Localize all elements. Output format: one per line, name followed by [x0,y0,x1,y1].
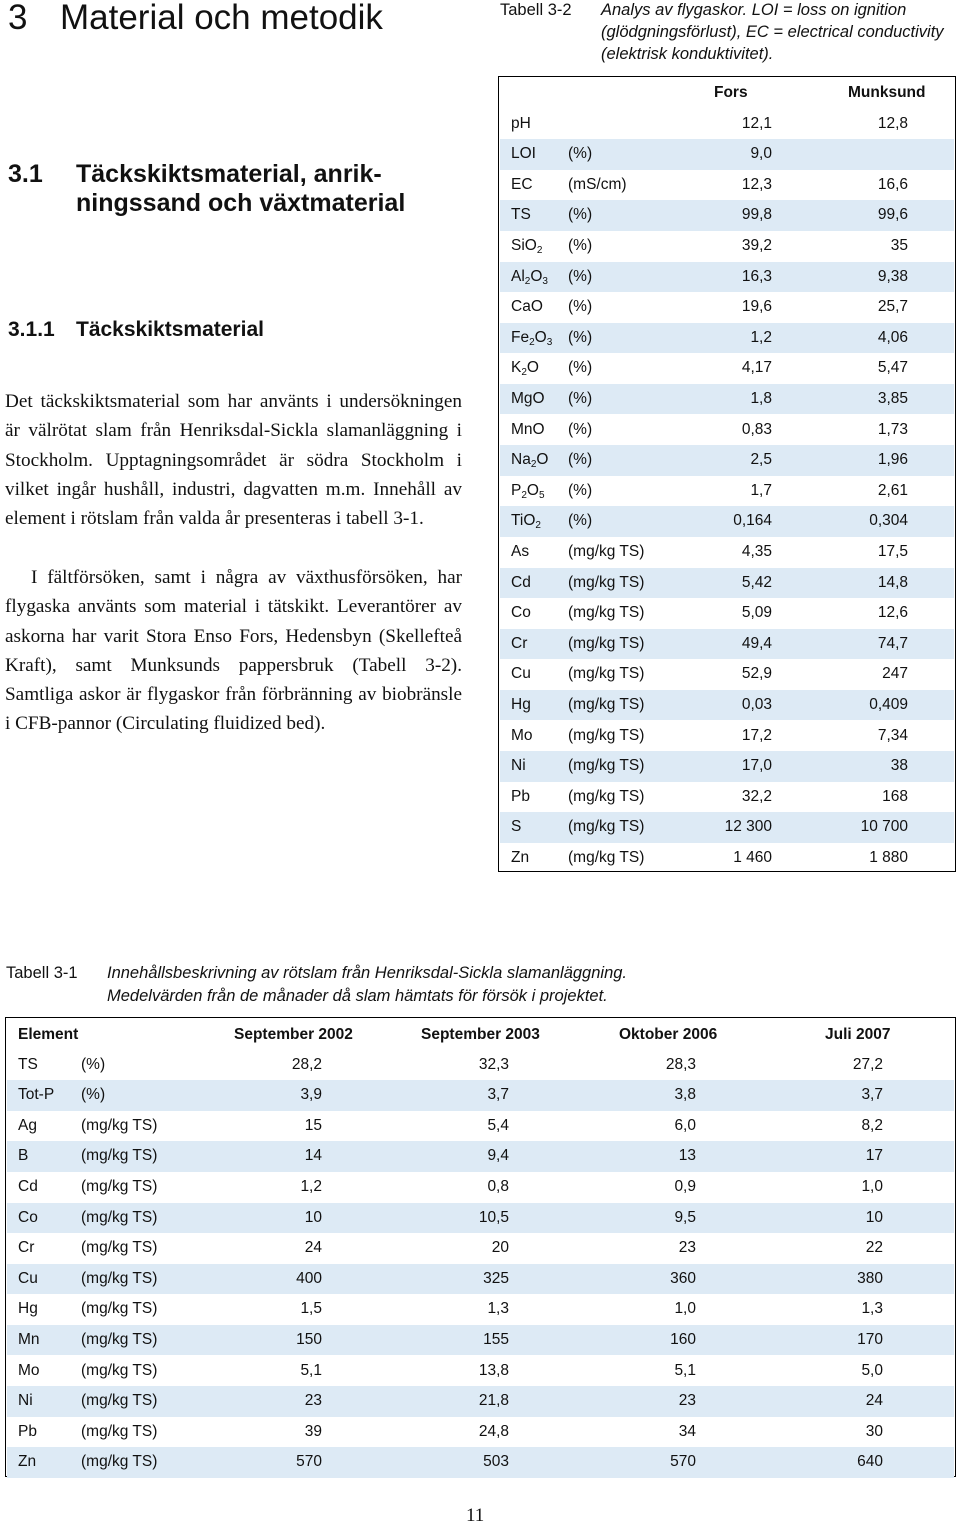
element-cell: Pb [18,1422,37,1440]
munksund-value-cell: 25,7 [877,298,908,316]
element-cell: S [511,818,522,836]
table-row [500,690,954,721]
munksund-value-cell: 0,409 [869,695,908,713]
element-cell: Hg [18,1300,38,1318]
unit-cell: (%) [568,359,593,377]
value-cell: 13,8 [478,1361,509,1379]
fors-value-cell: 2,5 [750,451,772,469]
table-row [500,782,954,813]
table-3-1-caption-line-1: Innehållsbeskrivning av rötslam från Henriksdal-Sickla slamanläggning. [107,964,627,982]
munksund-value-cell: 17,5 [877,542,908,560]
value-cell: 400 [296,1269,322,1287]
value-cell: 1,3 [861,1300,883,1318]
value-cell: 24 [304,1239,322,1257]
element-cell: B [18,1147,29,1165]
value-cell: 13 [678,1147,696,1165]
value-cell: 570 [670,1453,696,1471]
table-row [500,629,954,660]
table-row [500,170,954,201]
fors-value-cell: 32,2 [741,787,772,805]
unit-cell: (mg/kg TS) [81,1269,158,1287]
unit-cell: (mg/kg TS) [81,1330,158,1348]
section-title: Täckskiktsmaterial, anrik-ningssand och växtmaterial [76,160,406,217]
element-cell: Ni [18,1392,33,1410]
munksund-value-cell: 10 700 [860,818,908,836]
munksund-value-cell: 7,34 [877,726,908,744]
unit-cell: (%) [568,481,593,499]
chapter-title: Material och metodik [60,0,383,37]
table-3-1-header-jul-2007: Juli 2007 [825,1026,891,1043]
table-3-2-label: Tabell 3-2 [500,1,572,19]
value-cell: 23 [678,1239,696,1257]
table-row [500,843,954,874]
chapter-number: 3 [8,0,28,37]
fors-value-cell: 39,2 [741,236,772,254]
value-cell: 155 [483,1330,509,1348]
value-cell: 6,0 [674,1116,696,1134]
value-cell: 360 [670,1269,696,1287]
table-row [500,506,954,537]
table-row [7,1386,954,1417]
unit-cell: (mg/kg TS) [81,1239,158,1257]
munksund-value-cell: 14,8 [877,573,908,591]
munksund-value-cell: 1 880 [869,848,908,866]
table-row [500,659,954,690]
value-cell: 0,8 [487,1177,509,1195]
unit-cell: (mg/kg TS) [568,542,645,560]
unit-cell: (mg/kg TS) [568,787,645,805]
value-cell: 170 [857,1330,883,1348]
value-cell: 325 [483,1269,509,1287]
unit-cell: (mg/kg TS) [568,848,645,866]
unit-cell: (%) [568,298,593,316]
body-paragraph: Det täckskiktsmaterial som har använts i undersökningen är välrötat slam från Henriksdal-Sickla slamanläggning i Stockholm. Upptagningsområdet är södra Stockholm i vilket ingår hushåll, industri, dagvatten m.m. Innehåll av element i rötslam från valda år presenteras i tabell 3-1. [5,391,462,530]
table-row [500,139,954,170]
munksund-value-cell: 1,96 [877,451,908,469]
table-3-2-header-row [500,78,954,108]
element-cell: LOI [511,145,536,163]
table-3-1-caption-line-2: Medelvärden från de månader då slam hämtats för försök i projektet. [107,987,608,1005]
table-row [500,384,954,415]
munksund-value-cell: 3,85 [877,389,908,407]
table-3-1 [5,1017,956,1477]
table-3-1-header-element: Element [18,1026,79,1043]
table-3-2 [498,76,956,872]
value-cell: 5,1 [674,1361,696,1379]
fors-value-cell: 1,8 [750,389,772,407]
table-row [7,1325,954,1356]
subscript: 2 [521,367,527,379]
element-cell: SiO$_2$ [511,236,543,256]
value-cell: 9,4 [487,1147,509,1165]
munksund-value-cell: 168 [882,787,908,805]
element-cell: Zn [511,848,530,866]
value-cell: 23 [304,1392,322,1410]
table-row [500,109,954,140]
table-row [7,1080,954,1111]
value-cell: 39 [304,1422,322,1440]
value-cell: 5,0 [861,1361,883,1379]
table-row [7,1172,954,1203]
element-cell: Cd [511,573,531,591]
fors-value-cell: 1,7 [750,481,772,499]
value-cell: 10,5 [478,1208,509,1226]
fors-value-cell: 19,6 [741,298,772,316]
element-cell: MgO [511,389,545,407]
element-cell: Cd [18,1177,38,1195]
value-cell: 22 [865,1239,883,1257]
element-cell: $Na_2O$ [511,451,549,471]
element-cell: Ag [18,1116,37,1134]
element-cell: Pb [511,787,530,805]
element-cell: Cu [511,665,531,683]
value-cell: 1,2 [300,1177,322,1195]
unit-cell: (mg/kg TS) [81,1361,158,1379]
unit-cell: (mg/kg TS) [568,665,645,683]
table-3-1-header-sep-2002: September 2002 [234,1026,353,1043]
subscript: 2 [536,244,543,256]
value-cell: 20 [491,1239,509,1257]
value-cell: 1,3 [487,1300,509,1318]
subsection-title: Täckskiktsmaterial [76,318,264,341]
unit-cell: (%) [568,451,593,469]
value-cell: 14 [304,1147,322,1165]
value-cell: 640 [857,1453,883,1471]
fors-value-cell: 12 300 [724,818,772,836]
fors-value-cell: 16,3 [741,267,772,285]
table-row [7,1111,954,1142]
element-cell: Mn [18,1330,40,1348]
unit-cell: (%) [568,389,593,407]
fors-value-cell: 0,164 [733,512,772,530]
subscript: 2 [530,459,537,471]
unit-cell: (mg/kg TS) [568,818,645,836]
munksund-value-cell: 74,7 [877,634,908,652]
value-cell: 34 [678,1422,696,1440]
unit-cell: (%) [568,145,593,163]
value-cell: 23 [678,1392,696,1410]
unit-cell: (mg/kg TS) [81,1392,158,1410]
table-row [500,751,954,782]
value-cell: 3,7 [487,1086,509,1104]
element-cell: Co [18,1208,38,1226]
unit-cell: (mg/kg TS) [81,1422,158,1440]
table-3-1-header-okt-2006: Oktober 2006 [619,1026,718,1043]
element-cell: Cr [511,634,528,652]
munksund-value-cell: 16,6 [877,175,908,193]
unit-cell: (mg/kg TS) [568,726,645,744]
table-3-1-caption-text [107,962,947,1008]
munksund-value-cell: 5,47 [877,359,908,377]
fors-value-cell: 5,42 [741,573,772,591]
element-cell: Ni [511,757,526,775]
element-cell: $Al_2O_3$ [511,267,548,287]
table-row [500,568,954,599]
table-row [500,415,954,446]
value-cell: 5,1 [300,1361,322,1379]
table-row [7,1264,954,1295]
unit-cell: (mg/kg TS) [568,695,645,713]
munksund-value-cell: 247 [882,665,908,683]
unit-cell: (mg/kg TS) [568,757,645,775]
table-row [500,262,954,293]
unit-cell: (mg/kg TS) [568,604,645,622]
table-row [500,200,954,231]
unit-cell: (mg/kg TS) [568,573,645,591]
element-cell: Hg [511,695,531,713]
table-3-1-label: Tabell 3-1 [6,964,78,982]
fors-value-cell: 9,0 [750,145,772,163]
table-row [7,1447,954,1478]
subscript: 2 [521,489,527,501]
value-cell: 28,2 [291,1055,322,1073]
value-cell: 17 [865,1147,883,1165]
unit-cell: (mg/kg TS) [81,1147,158,1165]
element-cell: TiO$_2$ [511,512,541,532]
value-cell: 24,8 [478,1422,509,1440]
fors-value-cell: 0,03 [741,695,772,713]
value-cell: 3,8 [674,1086,696,1104]
unit-cell: (%) [81,1055,106,1073]
value-cell: 3,7 [861,1086,883,1104]
fors-value-cell: 49,4 [741,634,772,652]
munksund-value-cell: 38 [890,757,908,775]
unit-cell: (%) [568,206,593,224]
value-cell: 3,9 [300,1086,322,1104]
value-cell: 0,9 [674,1177,696,1195]
value-cell: 24 [865,1392,883,1410]
element-cell: Zn [18,1453,37,1471]
element-cell: Mo [18,1361,40,1379]
value-cell: 10 [865,1208,883,1226]
value-cell: 380 [857,1269,883,1287]
element-cell: pH [511,114,531,132]
chapter-heading [8,0,383,42]
subscript: 2 [535,520,541,532]
value-cell: 30 [865,1422,883,1440]
table-3-2-caption-text: Analys av flygaskor. LOI = loss on ignition (glödgningsförlust), EC = electrical conductivity (elektrisk konduktivitet). [601,1,944,63]
fors-value-cell: 5,09 [741,604,772,622]
munksund-value-cell: 35 [890,236,908,254]
element-cell: $Fe_2O_3$ [511,328,553,348]
value-cell: 1,5 [300,1300,322,1318]
element-cell: As [511,542,530,560]
table-row [500,231,954,262]
fors-value-cell: 17,0 [741,757,772,775]
element-cell: MnO [511,420,545,438]
unit-cell: (%) [568,267,593,285]
value-cell: 9,5 [674,1208,696,1226]
munksund-value-cell: 1,73 [877,420,908,438]
value-cell: 8,2 [861,1116,883,1134]
table-row [500,598,954,629]
table-row [500,292,954,323]
element-cell: TS [511,206,531,224]
value-cell: 1,0 [674,1300,696,1318]
table-3-2-header-munksund: Munksund [848,84,926,101]
element-cell: Cu [18,1269,38,1287]
fors-value-cell: 1,2 [750,328,772,346]
unit-cell: (mg/kg TS) [81,1116,158,1134]
table-row [500,812,954,843]
table-row [500,721,954,752]
table-row [7,1050,954,1081]
table-3-1-header-row [7,1019,954,1049]
table-row [7,1233,954,1264]
element-cell: EC [511,175,533,193]
value-cell: 5,4 [487,1116,509,1134]
unit-cell: (mg/kg TS) [81,1300,158,1318]
fors-value-cell: 1 460 [733,848,772,866]
unit-cell: (mg/kg TS) [81,1208,158,1226]
munksund-value-cell: 4,06 [877,328,908,346]
subsection-heading [8,317,264,343]
fors-value-cell: 12,1 [741,114,772,132]
table-row [7,1141,954,1172]
subscript: 5 [538,489,545,501]
element-cell: Cr [18,1239,35,1257]
element-cell: Tot-P [18,1086,55,1104]
fors-value-cell: 4,35 [741,542,772,560]
element-cell: Co [511,604,531,622]
element-cell: Mo [511,726,533,744]
element-cell: CaO [511,298,543,316]
fors-value-cell: 4,17 [741,359,772,377]
value-cell: 150 [296,1330,322,1348]
unit-cell: (mS/cm) [568,175,627,193]
unit-cell: (%) [568,328,593,346]
value-cell: 10 [304,1208,322,1226]
value-cell: 160 [670,1330,696,1348]
fors-value-cell: 99,8 [741,206,772,224]
table-row [7,1356,954,1387]
subsection-number: 3.1.1 [8,318,55,341]
fors-value-cell: 0,83 [741,420,772,438]
page-number: 11 [466,1505,485,1526]
unit-cell: (mg/kg TS) [81,1453,158,1471]
munksund-value-cell: 12,6 [877,604,908,622]
munksund-value-cell: 0,304 [869,512,908,530]
table-row [500,353,954,384]
unit-cell: (%) [568,420,593,438]
value-cell: 32,3 [478,1055,509,1073]
element-cell: TS [18,1055,38,1073]
value-cell: 503 [483,1453,509,1471]
fors-value-cell: 12,3 [741,175,772,193]
unit-cell: (%) [568,512,593,530]
section-number: 3.1 [8,160,43,188]
value-cell: 15 [304,1116,322,1134]
munksund-value-cell: 2,61 [877,481,908,499]
table-row [7,1417,954,1448]
table-3-1-header-sep-2003: September 2003 [421,1026,540,1043]
munksund-value-cell: 99,6 [877,206,908,224]
table-3-2-header-fors: Fors [714,84,748,101]
table-row [500,445,954,476]
subscript: 3 [542,275,548,287]
subscript: 2 [524,275,531,287]
subscript: 3 [546,336,553,348]
munksund-value-cell: 9,38 [877,267,908,285]
table-row [7,1294,954,1325]
table-row [500,323,954,354]
value-cell: 27,2 [852,1055,883,1073]
value-cell: 21,8 [478,1392,509,1410]
table-row [500,537,954,568]
value-cell: 28,3 [665,1055,696,1073]
value-cell: 1,0 [861,1177,883,1195]
subscript: 2 [529,336,535,348]
fors-value-cell: 17,2 [741,726,772,744]
fors-value-cell: 52,9 [741,665,772,683]
table-row [500,476,954,507]
element-cell: $K_2O$ [511,359,539,379]
unit-cell: (%) [568,236,593,254]
unit-cell: (mg/kg TS) [568,634,645,652]
body-paragraph: I fältförsöken, samt i några av växthusförsöken, har flygaska använts som material i tätskikt. Leverantörer av askorna har varit Stora Enso Fors, Hedensbyn (Skellefteå Kraft), samt Munksunds pappersbruk (Tabell 3-2). Samtliga askor är flygaskor från förbränning av biobränsle i CFB-pannor (Circulating fluidized bed). [5,567,462,735]
unit-cell: (%) [81,1086,106,1104]
value-cell: 570 [296,1453,322,1471]
munksund-value-cell: 12,8 [877,114,908,132]
element-cell: $P_2O_5$ [511,481,545,501]
table-row [7,1203,954,1234]
unit-cell: (mg/kg TS) [81,1177,158,1195]
